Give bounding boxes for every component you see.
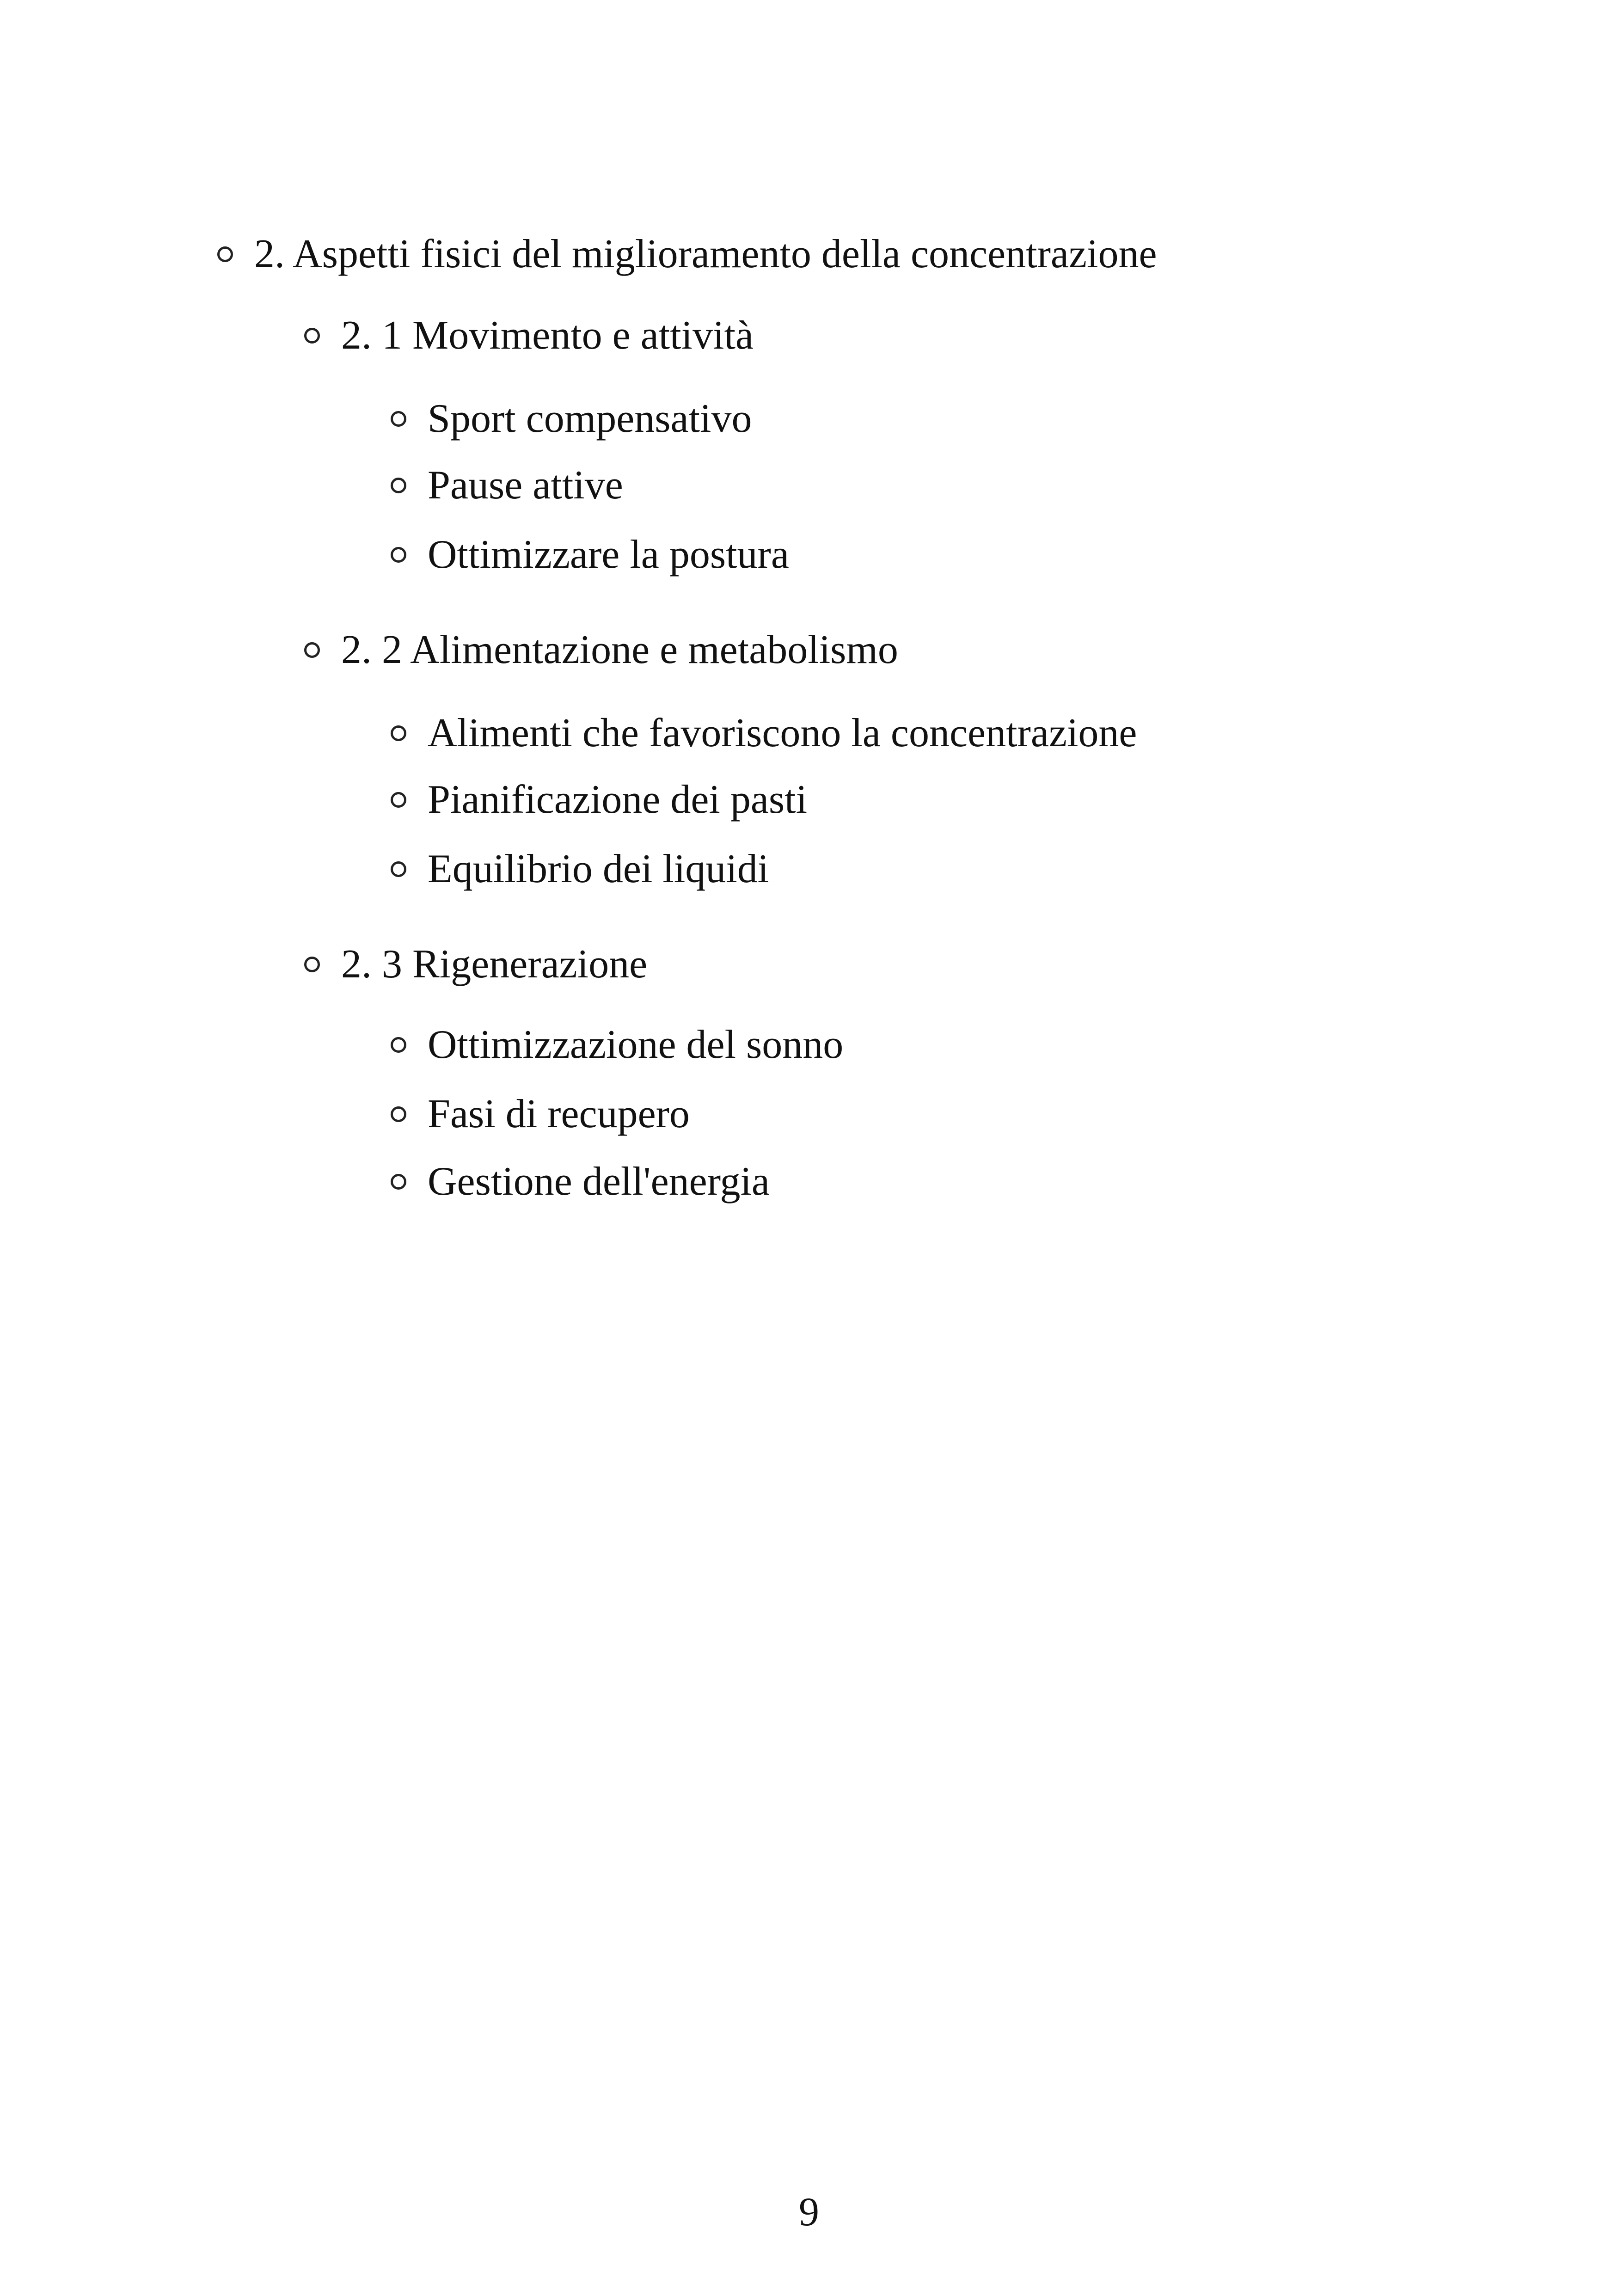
outline-item (391, 710, 1137, 756)
hollow-circle-bullet-icon (391, 1106, 406, 1122)
hollow-circle-bullet-icon (391, 725, 406, 741)
outline-item-label: Alimenti che favoriscono la concentrazione (428, 711, 1137, 755)
hollow-circle-bullet-icon (304, 957, 320, 972)
outline-subsection-heading (304, 627, 898, 673)
outline-subsection-title: 2. 1 Movimento e attività (341, 313, 754, 358)
hollow-circle-bullet-icon (391, 478, 406, 493)
outline-item-label: Pianificazione dei pasti (428, 777, 808, 822)
outline-item (391, 1159, 770, 1205)
outline-item-label: Gestione dell'energia (428, 1159, 770, 1204)
hollow-circle-bullet-icon (304, 328, 320, 344)
outline-item (391, 396, 752, 442)
outline-item-label: Fasi di recupero (428, 1092, 690, 1136)
outline-item (391, 1091, 690, 1137)
hollow-circle-bullet-icon (391, 1037, 406, 1053)
hollow-circle-bullet-icon (217, 246, 233, 262)
outline-subsection-heading (304, 313, 754, 359)
page-number: 9 (799, 2190, 819, 2235)
hollow-circle-bullet-icon (391, 547, 406, 563)
hollow-circle-bullet-icon (391, 792, 406, 808)
outline-subsection-title: 2. 2 Alimentazione e metabolismo (341, 627, 898, 672)
outline-item-label: Ottimizzazione del sonno (428, 1022, 844, 1067)
outline-subsection-title: 2. 3 Rigenerazione (341, 942, 648, 987)
outline-section-heading (217, 231, 1157, 277)
outline-item-label: Equilibrio dei liquidi (428, 847, 769, 891)
hollow-circle-bullet-icon (391, 1174, 406, 1190)
outline-item (391, 846, 769, 892)
outline-section-title: 2. Aspetti fisici del miglioramento della concentrazione (254, 232, 1157, 276)
outline-item-label: Ottimizzare la postura (428, 532, 789, 577)
outline-subsection-heading (304, 941, 647, 988)
outline-item (391, 777, 807, 823)
outline-item (391, 1022, 843, 1068)
outline-item-label: Sport compensativo (428, 396, 752, 441)
hollow-circle-bullet-icon (391, 411, 406, 427)
hollow-circle-bullet-icon (391, 861, 406, 877)
outline-item (391, 532, 789, 578)
outline-item-label: Pause attive (428, 463, 623, 508)
outline-item (391, 462, 623, 509)
hollow-circle-bullet-icon (304, 642, 320, 658)
